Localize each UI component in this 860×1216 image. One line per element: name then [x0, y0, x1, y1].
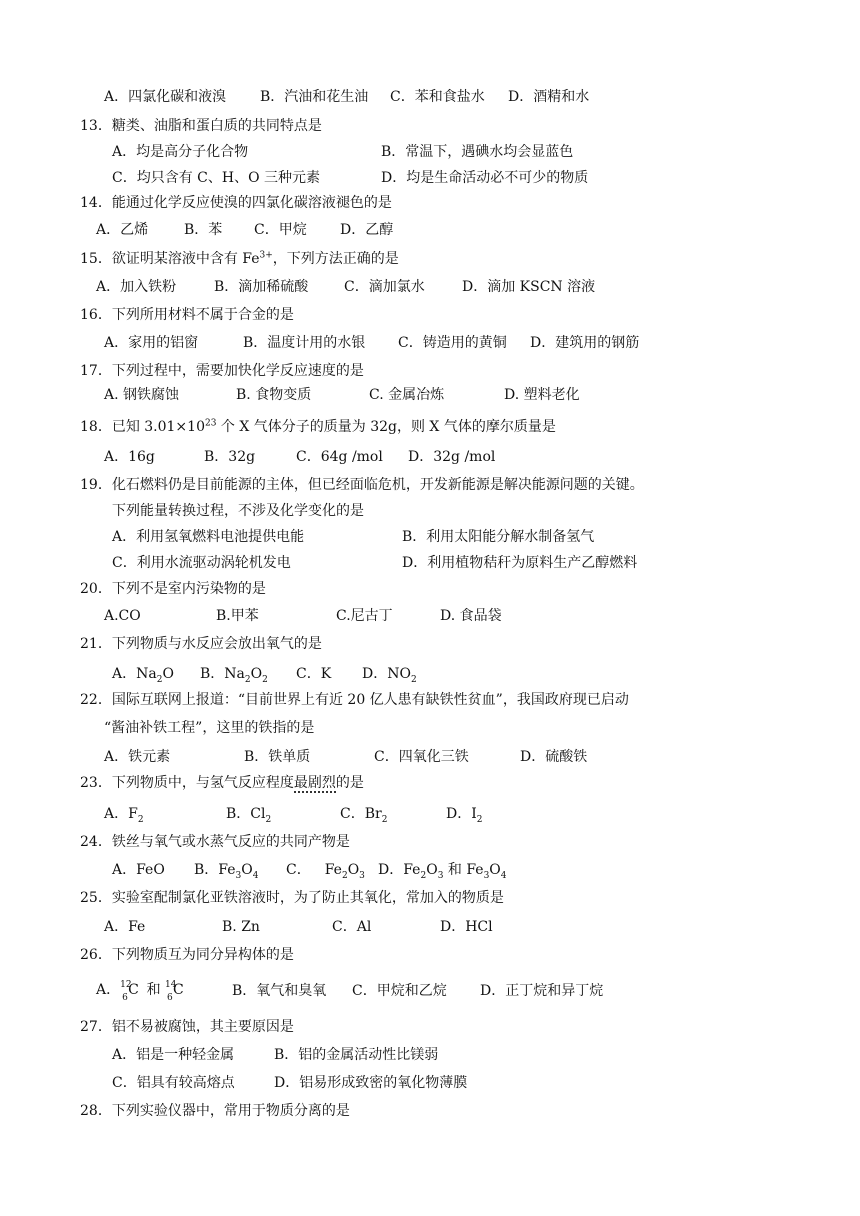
q25-option-b: B. Zn [222, 919, 260, 935]
q18-option-a: A．16g [104, 449, 155, 465]
q24-option-a: A．FeO [112, 862, 165, 878]
q22-stem-line2: “酱油补铁工程”，这里的铁指的是 [104, 720, 315, 736]
q23-option-d: D．$I_2$ [446, 806, 483, 825]
nuclide-c14: 14 6 C [165, 980, 184, 1003]
q20-option-d: D. 食品袋 [440, 608, 502, 624]
q21-option-b: B．$Na_2O_2$ [200, 666, 268, 685]
q15-option-b: B．滴加稀硫酸 [214, 279, 309, 295]
q22-option-a: A．铁元素 [104, 749, 171, 765]
q16-stem: 16．下列所用材料不属于合金的是 [80, 307, 294, 323]
q27-option-c: C．铝具有较高熔点 [112, 1075, 235, 1091]
q25-stem: 25．实验室配制氯化亚铁溶液时，为了防止其氧化，常加入的物质是 [80, 890, 504, 906]
q17-option-d: D. 塑料老化 [504, 387, 580, 403]
q20-option-a: A.CO [104, 608, 141, 624]
q20-option-b: B.甲苯 [216, 608, 259, 624]
q15-option-d: D．滴加 KSCN 溶液 [462, 279, 596, 295]
q20-option-c: C.尼古丁 [336, 608, 393, 624]
q19-option-c: C．利用水流驱动涡轮机发电 [112, 555, 291, 571]
q22-stem: 22．国际互联网上报道：“目前世界上有近 20 亿人患有缺铁性贫血”，我国政府现已启动 [80, 692, 629, 708]
q16-option-a: A．家用的铝窗 [104, 335, 199, 351]
q17-option-a: A. 钢铁腐蚀 [104, 387, 180, 403]
q28-stem: 28．下列实验仪器中，常用于物质分离的是 [80, 1103, 350, 1119]
q13-option-b: B．常温下，遇碘水均会显蓝色 [381, 144, 574, 160]
q16-option-d: D．建筑用的钢筋 [530, 335, 640, 351]
q15-option-a: A．加入铁粉 [96, 279, 177, 295]
q14-option-a: A．乙烯 [96, 222, 149, 238]
q25-option-d: D．HCl [440, 919, 493, 935]
q17-option-c: C. 金属冶炼 [369, 387, 445, 403]
q13-option-a: A．均是高分子化合物 [112, 144, 249, 160]
q24-option-c: C． $Fe_2O_3$ [286, 862, 365, 881]
q18-option-b: B．32g [204, 449, 256, 465]
q23-option-b: B．$Cl_2$ [226, 806, 272, 825]
q17-option-b: B. 食物变质 [236, 387, 312, 403]
q19-stem-line2: 下列能量转换过程，不涉及化学变化的是 [112, 503, 364, 519]
q16-option-c: C．铸造用的黄铜 [398, 335, 507, 351]
q23-option-a: A．$F_2$ [104, 806, 144, 825]
q12-option-b: B．汽油和花生油 [260, 89, 369, 105]
q14-option-c: C．甲烷 [254, 222, 307, 238]
q16-option-b: B．温度计用的水银 [243, 335, 366, 351]
q13-option-c: C．均只含有 C、H、O 三种元素 [112, 170, 321, 186]
q21-stem: 21．下列物质与水反应会放出氧气的是 [80, 636, 322, 652]
q18-stem: 18．已知 $3.01\times 10^{23}$ 个 X 气体分子的质量为 32g，则 X 气体的摩尔质量是 [80, 418, 556, 435]
q15-option-c: C．滴加氯水 [344, 279, 425, 295]
q23-stem: 23．下列物质中，与氢气反应程度最剧烈的是 [80, 775, 364, 791]
q14-stem: 14．能通过化学反应使溴的四氯化碳溶液褪色的是 [80, 195, 392, 211]
q27-option-b: B．铝的金属活动性比镁弱 [274, 1047, 439, 1063]
q18-option-c: C．64g /mol [296, 449, 383, 465]
q25-option-a: A．Fe [104, 919, 146, 935]
q25-option-c: C．Al [332, 919, 372, 935]
q20-stem: 20．下列不是室内污染物的是 [80, 581, 266, 597]
q21-option-a: A．$Na_2O$ [112, 666, 174, 685]
q26-option-c: C．甲烷和乙烷 [352, 983, 447, 999]
q26-option-b: B．氧气和臭氧 [232, 983, 327, 999]
q26-option-d: D．正丁烷和异丁烷 [480, 983, 604, 999]
q12-option-a: A．四氯化碳和液溴 [104, 89, 227, 105]
q22-option-c: C．四氧化三铁 [374, 749, 469, 765]
q19-stem: 19．化石燃料仍是目前能源的主体，但已经面临危机，开发新能源是解决能源问题的关键。 [80, 477, 644, 493]
q27-option-a: A．铝是一种轻金属 [112, 1047, 235, 1063]
q13-option-d: D．均是生命活动必不可少的物质 [381, 170, 589, 186]
q19-option-a: A．利用氢氧燃料电池提供电能 [112, 529, 305, 545]
q26-stem: 26．下列物质互为同分异构体的是 [80, 947, 294, 963]
q17-stem: 17．下列过程中，需要加快化学反应速度的是 [80, 363, 364, 379]
q14-option-b: B．苯 [184, 222, 223, 238]
q19-option-d: D．利用植物秸秆为原料生产乙醇燃料 [402, 555, 638, 571]
q14-option-d: D．乙醇 [340, 222, 394, 238]
q21-option-c: C．K [296, 666, 332, 682]
q26-option-a: A． 12 6 C 和 14 6 C [96, 981, 187, 999]
q22-option-b: B．铁单质 [244, 749, 311, 765]
q23-option-c: C．$Br_2$ [340, 806, 388, 825]
q12-option-c: C．苯和食盐水 [390, 89, 485, 105]
q23-emphasis-dots: 最剧烈 [293, 775, 336, 791]
q24-stem: 24．铁丝与氧气或水蒸气反应的共同产物是 [80, 834, 350, 850]
q27-option-d: D．铝易形成致密的氧化物薄膜 [274, 1075, 468, 1091]
q19-option-b: B．利用太阳能分解水制备氢气 [402, 529, 595, 545]
q24-option-b: B．$Fe_3O_4$ [194, 862, 259, 881]
q12-option-d: D．酒精和水 [508, 89, 590, 105]
q22-option-d: D．硫酸铁 [520, 749, 588, 765]
nuclide-c12: 12 6 C [120, 980, 139, 1003]
q27-stem: 27．铝不易被腐蚀，其主要原因是 [80, 1019, 294, 1035]
q15-stem: 15．欲证明某溶液中含有 $Fe^{3+}$，下列方法正确的是 [80, 250, 399, 267]
q24-option-d: D．$Fe_2O_3$ 和 $Fe_3O_4$ [378, 862, 507, 881]
q21-option-d: D．$NO_2$ [362, 666, 417, 685]
q13-stem: 13．糖类、油脂和蛋白质的共同特点是 [80, 118, 322, 134]
q18-option-d: D．32g /mol [408, 449, 496, 465]
